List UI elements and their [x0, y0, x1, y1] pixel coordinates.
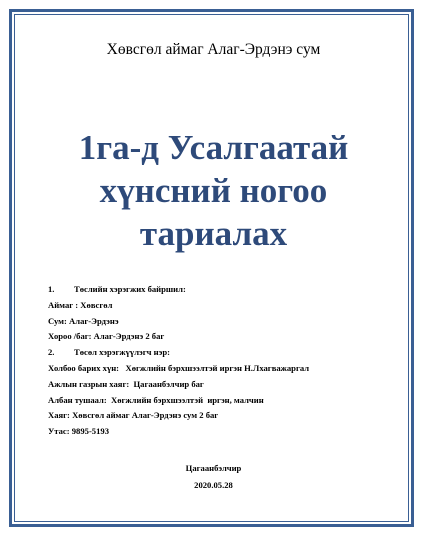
sum-line: Сум: Алаг-Эрдэнэ [48, 315, 119, 326]
address-line: Хаяг: Хөвсгөл аймаг Алаг-Эрдэнэ сум 2 баг [48, 410, 219, 421]
footer-date: 2020.05.28 [194, 480, 233, 490]
document-title [0, 126, 427, 255]
page-border-inner [14, 14, 409, 522]
project-info [48, 282, 408, 440]
section-1-number: 1. [48, 284, 55, 294]
title-line-2: хүнсний ногоо [99, 171, 328, 210]
section-1-heading-text: Төслийн хэрэгжих байршил: [74, 284, 186, 294]
section-1-heading [48, 282, 408, 298]
section-2-heading-text: Төсөл хэрэгжүүлэгч нэр: [74, 347, 170, 358]
header-location: Хөвсгөл аймаг Алаг-Эрдэнэ сум [106, 41, 321, 58]
bag-line: Хороо /баг: Алаг-Эрдэнэ 2 баг [48, 331, 165, 342]
aimag-line: Аймаг : Хөвсгөл [48, 299, 113, 310]
title-line-1: 1га-д Усалгаатай [78, 128, 349, 167]
section-2-number: 2. [48, 347, 55, 358]
position-line: Албан тушаал: Хөгжлийн бэрхшээлтэй иргэн, малчин [48, 394, 264, 405]
phone-line: Утас: 9895-5193 [48, 426, 109, 437]
section-2-heading [48, 345, 408, 361]
contact-line: Холбоо барих хүн: Хөгжлийн бэрхшээлтэй иргэн Н.Лхагважаргал [48, 362, 310, 373]
footer [0, 460, 427, 494]
title-line-3: тариалах [139, 214, 288, 253]
workplace-line: Ажлын газрын хаяг: Цагаанбэлчир баг [48, 378, 204, 389]
footer-place: Цагаанбэлчир [185, 463, 242, 473]
